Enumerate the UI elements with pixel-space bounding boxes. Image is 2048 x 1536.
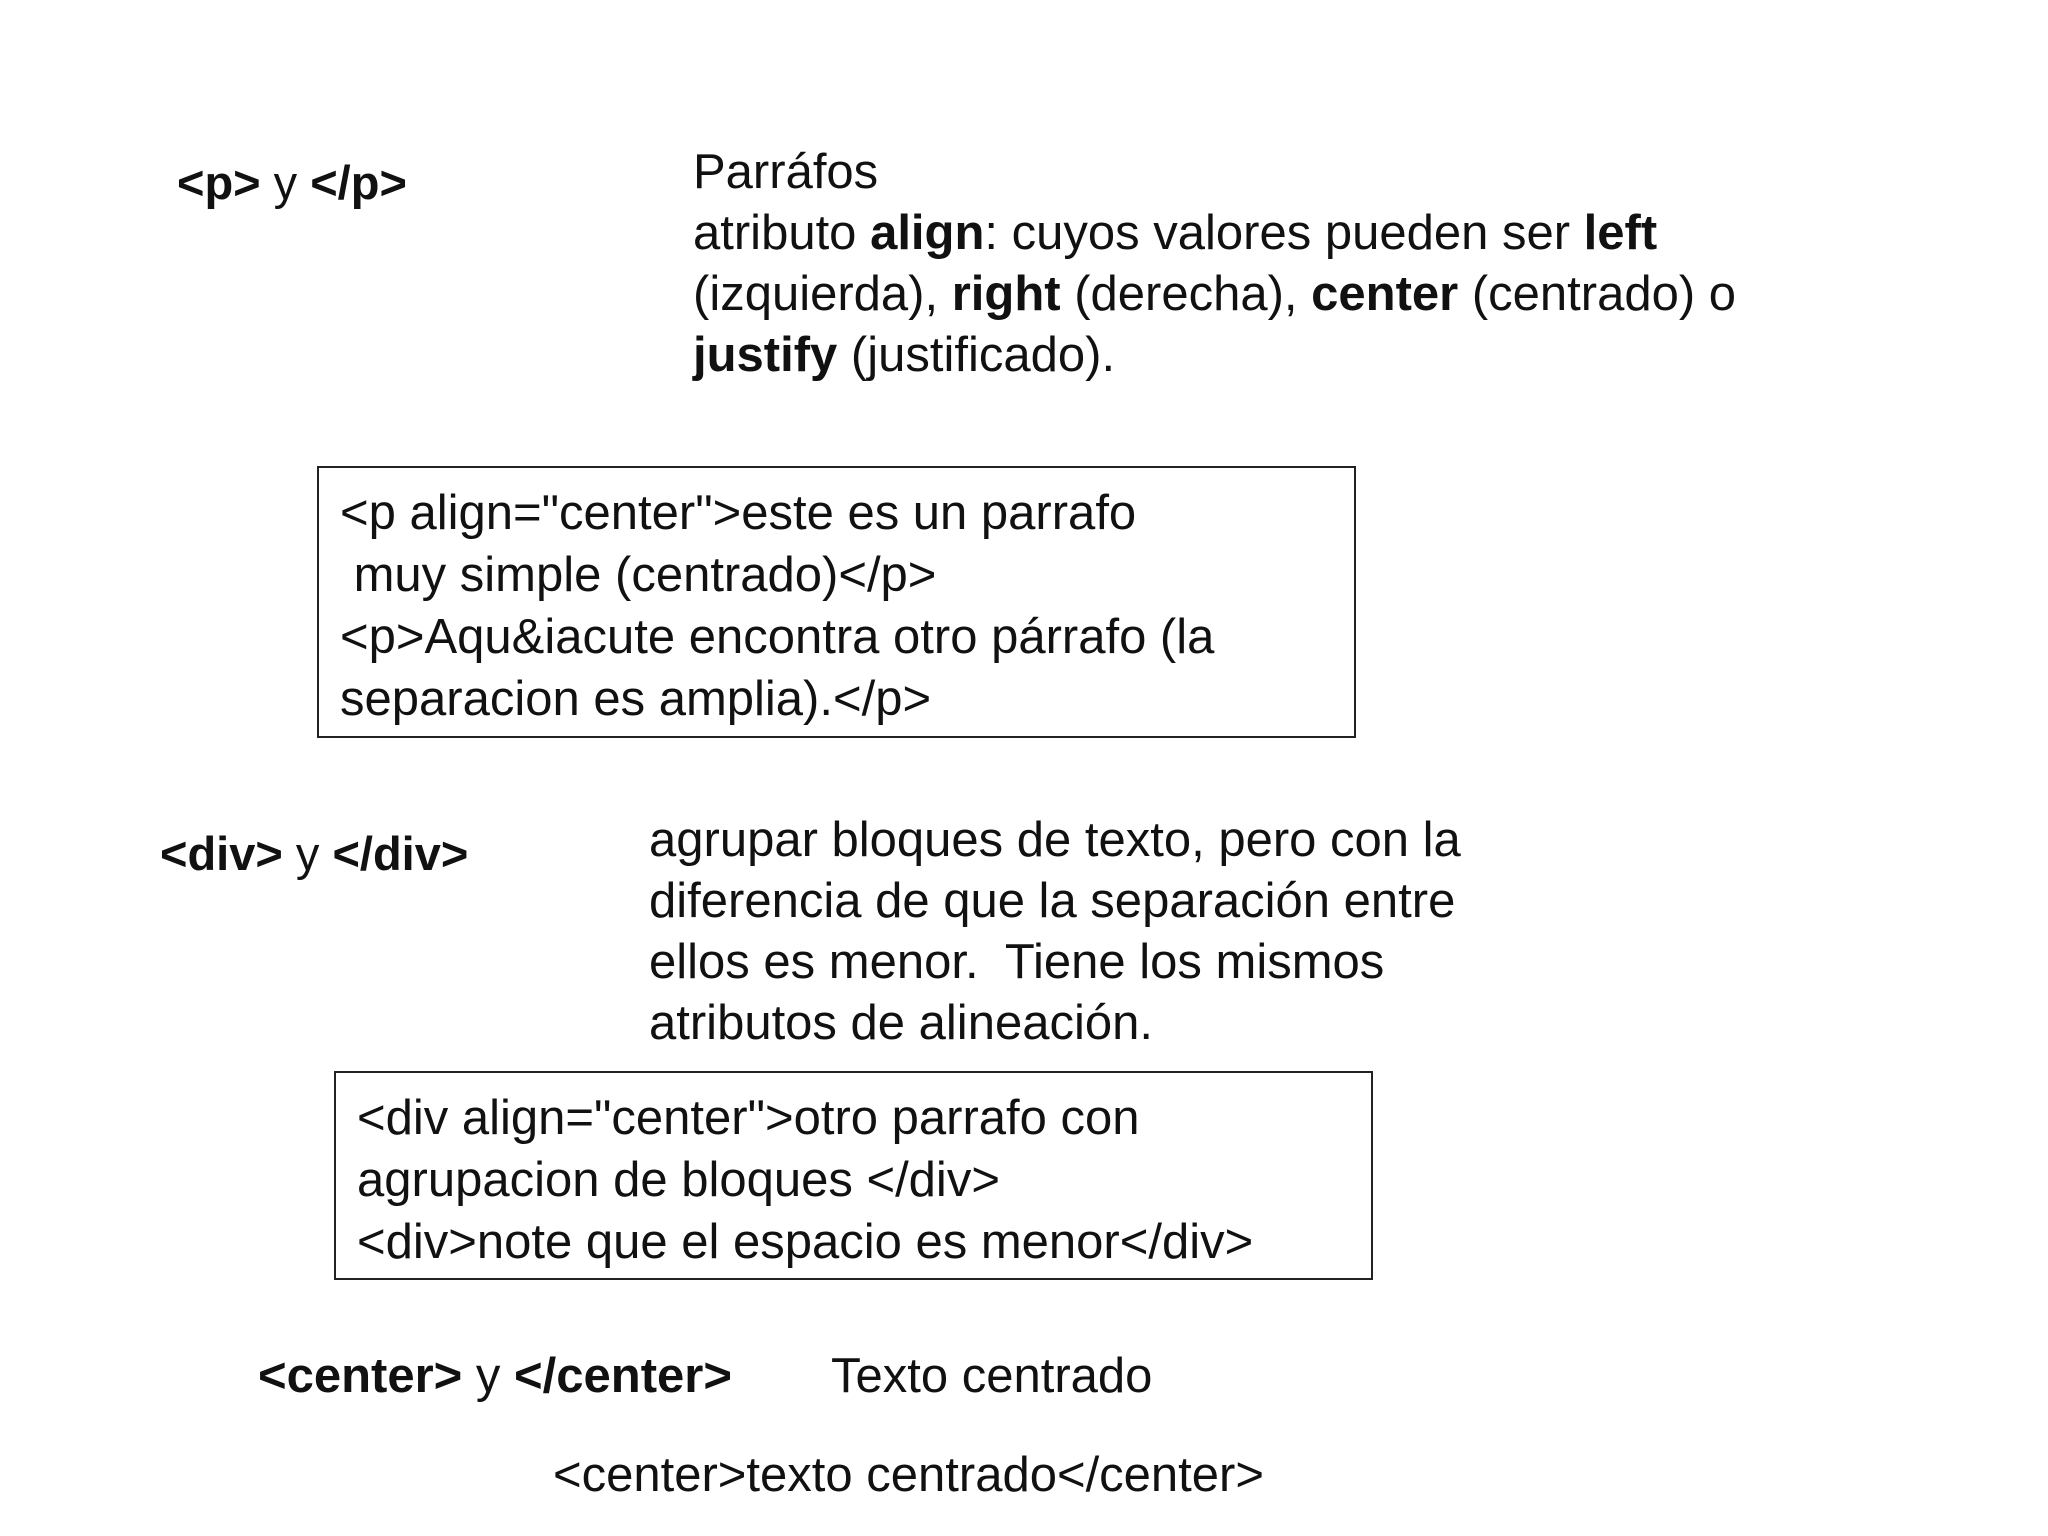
p-desc-text: : cuyos valores pueden ser (984, 206, 1584, 260)
div-open-tag: <div> (160, 827, 283, 880)
center-tag-heading (258, 1348, 732, 1404)
div-desc-line: agrupar bloques de texto, pero con la (649, 813, 1461, 867)
div-desc-line: atributos de alineación. (649, 996, 1153, 1050)
p-desc-line-4 (693, 325, 1736, 386)
center-description: Texto centrado (831, 1349, 1153, 1403)
div-close-tag: </div> (332, 827, 469, 880)
p-desc-keyword-center: center (1311, 267, 1459, 321)
p-joiner: y (260, 156, 311, 209)
p-desc-text: (izquierda), (693, 267, 952, 321)
p-desc-keyword-right: right (951, 267, 1061, 321)
p-desc-line-2 (693, 203, 1736, 264)
p-title: Parráfos (693, 145, 879, 199)
p-desc-text: (derecha), (1060, 267, 1312, 321)
center-joiner: y (462, 1349, 515, 1403)
div-description (649, 810, 1461, 1054)
div-tag-heading (160, 826, 468, 882)
center-code-example: <center>texto centrado</center> (553, 1448, 1264, 1502)
p-desc-keyword-justify: justify (693, 328, 838, 382)
div-desc-line: ellos es menor. Tiene los mismos (649, 935, 1385, 989)
p-code-example-box (317, 466, 1356, 738)
p-description (693, 142, 1736, 386)
p-desc-text: (centrado) o (1458, 267, 1737, 321)
p-open-tag: <p> (177, 156, 261, 209)
p-code-line: muy simple (centrado)</p> (340, 548, 937, 602)
div-code-example-box (334, 1071, 1373, 1280)
div-desc-line: diferencia de que la separación entre (649, 874, 1456, 928)
p-code-line: separacion es amplia).</p> (340, 672, 932, 726)
p-code-line: <p>Aqu&iacute encontra otro párrafo (la (340, 610, 1215, 664)
p-desc-text: (justificado). (837, 328, 1116, 382)
div-joiner: y (282, 827, 333, 880)
p-desc-text: atributo (693, 206, 871, 260)
p-tag-heading (177, 155, 407, 211)
div-code-line: <div align="center">otro parrafo con (357, 1091, 1140, 1145)
p-desc-line-3 (693, 264, 1736, 325)
div-code-line: agrupacion de bloques </div> (357, 1153, 1000, 1207)
p-desc-keyword-left: left (1583, 206, 1658, 260)
center-open-tag: <center> (258, 1349, 463, 1403)
p-close-tag: </p> (310, 156, 407, 209)
p-code-line: <p align="center">este es un parrafo (340, 486, 1137, 540)
p-desc-keyword-align: align (870, 206, 985, 260)
div-code-line: <div>note que el espacio es menor</div> (357, 1215, 1254, 1269)
center-close-tag: </center> (514, 1349, 732, 1403)
